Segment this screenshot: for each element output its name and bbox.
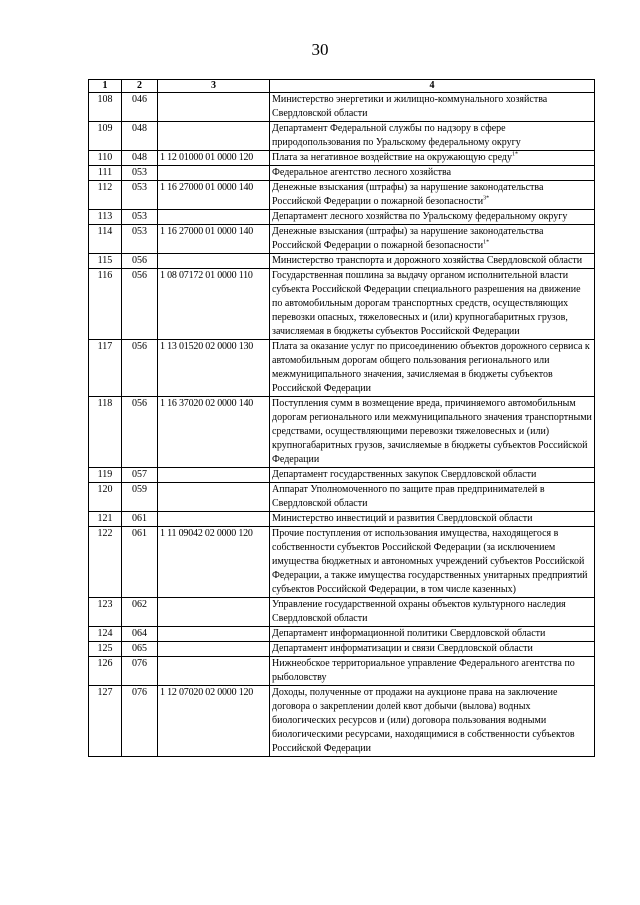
admin-code: 056 bbox=[122, 269, 158, 340]
revenue-name bbox=[270, 340, 595, 397]
admin-code: 056 bbox=[122, 254, 158, 269]
header-col-1: 1 bbox=[89, 80, 122, 93]
revenue-code bbox=[158, 642, 270, 657]
admin-code: 065 bbox=[122, 642, 158, 657]
revenue-name bbox=[270, 468, 595, 483]
revenue-name bbox=[270, 642, 595, 657]
revenue-name bbox=[270, 512, 595, 527]
revenue-name bbox=[270, 598, 595, 627]
row-number: 124 bbox=[89, 627, 122, 642]
admin-code: 048 bbox=[122, 122, 158, 151]
revenue-code bbox=[158, 483, 270, 512]
table-row bbox=[89, 598, 595, 627]
revenue-name-text: Поступления сумм в возмещение вреда, причиняемого автомобильным дорогам регионального или межмуниципального значения транспортными средствами, осуществляющими перевозки тяжеловесных и (или) крупногабаритных грузов, зачисляемые в бюджеты субъектов Российской Федерации bbox=[272, 398, 592, 465]
row-number: 123 bbox=[89, 598, 122, 627]
row-number: 115 bbox=[89, 254, 122, 269]
revenue-name-text: Аппарат Уполномоченного по защите прав предпринимателей в Свердловской области bbox=[272, 484, 545, 509]
table-header-row bbox=[89, 80, 595, 93]
page-number: 30 bbox=[311, 40, 329, 59]
revenue-name-text: Министерство транспорта и дорожного хозяйства Свердловской области bbox=[272, 255, 583, 266]
table-row bbox=[89, 512, 595, 527]
table-row bbox=[89, 627, 595, 642]
row-number: 120 bbox=[89, 483, 122, 512]
revenue-name bbox=[270, 269, 595, 340]
revenue-name-text: Департамент Федеральной службы по надзору в сфере природопользования по Уральскому федеральному округу bbox=[272, 123, 521, 148]
row-number: 111 bbox=[89, 166, 122, 181]
admin-code: 053 bbox=[122, 225, 158, 254]
row-number: 110 bbox=[89, 151, 122, 166]
table-row bbox=[89, 254, 595, 269]
row-number: 125 bbox=[89, 642, 122, 657]
revenue-name-text: Нижнеобское территориальное управление Федерального агентства по рыболовству bbox=[272, 658, 575, 683]
revenue-code: 1 16 27000 01 0000 140 bbox=[158, 181, 270, 210]
row-number: 117 bbox=[89, 340, 122, 397]
revenue-code: 1 08 07172 01 0000 110 bbox=[158, 269, 270, 340]
revenue-name bbox=[270, 122, 595, 151]
revenue-name-text: Департамент лесного хозяйства по Уральскому федеральному округу bbox=[272, 211, 568, 222]
table-row bbox=[89, 468, 595, 483]
revenue-name bbox=[270, 181, 595, 210]
row-number: 108 bbox=[89, 93, 122, 122]
revenue-name bbox=[270, 527, 595, 598]
revenue-code bbox=[158, 598, 270, 627]
revenue-code bbox=[158, 122, 270, 151]
row-number: 121 bbox=[89, 512, 122, 527]
header-col-2: 2 bbox=[122, 80, 158, 93]
row-number: 127 bbox=[89, 686, 122, 757]
revenue-name-text: Федеральное агентство лесного хозяйства bbox=[272, 167, 452, 178]
row-number: 109 bbox=[89, 122, 122, 151]
row-number: 119 bbox=[89, 468, 122, 483]
revenue-code bbox=[158, 166, 270, 181]
admin-code: 076 bbox=[122, 657, 158, 686]
admin-code: 076 bbox=[122, 686, 158, 757]
revenue-name-text: Плата за негативное воздействие на окружающую среду bbox=[272, 152, 512, 163]
revenue-name bbox=[270, 657, 595, 686]
row-number: 114 bbox=[89, 225, 122, 254]
table-row bbox=[89, 269, 595, 340]
admin-code: 057 bbox=[122, 468, 158, 483]
revenue-name bbox=[270, 210, 595, 225]
footnote-mark: 3* bbox=[483, 195, 490, 202]
admin-code: 053 bbox=[122, 210, 158, 225]
revenue-name-text: Департамент информационной политики Свердловской области bbox=[272, 628, 546, 639]
admin-code: 048 bbox=[122, 151, 158, 166]
row-number: 122 bbox=[89, 527, 122, 598]
revenue-code: 1 11 09042 02 0000 120 bbox=[158, 527, 270, 598]
admin-code: 059 bbox=[122, 483, 158, 512]
table-row bbox=[89, 642, 595, 657]
admin-code: 053 bbox=[122, 166, 158, 181]
row-number: 113 bbox=[89, 210, 122, 225]
revenue-name-text: Министерство энергетики и жилищно-коммунального хозяйства Свердловской области bbox=[272, 94, 548, 119]
revenue-code bbox=[158, 254, 270, 269]
admin-code: 061 bbox=[122, 527, 158, 598]
revenue-name-text: Прочие поступления от использования имущества, находящегося в собственности субъектов Российской Федерации (за исключением имущества бюджетных и автономных учреждений субъектов Российской Федерации, а также имущества государственных унитарных предприятий субъектов Российской Федерации, в том числе казенных) bbox=[272, 528, 588, 595]
revenue-name-text: Департамент информатизации и связи Свердловской области bbox=[272, 643, 533, 654]
revenue-name-text: Департамент государственных закупок Свердловской области bbox=[272, 469, 537, 480]
revenue-name-text: Доходы, полученные от продажи на аукционе права на заключение договора о закреплении долей квот добычи (вылова) водных биологических ресурсов и (или) договора пользования водными биологическими ресурсами, находящимися в собственности субъектов Российской Федерации bbox=[272, 687, 575, 754]
table-row bbox=[89, 122, 595, 151]
revenue-code: 1 12 07020 02 0000 120 bbox=[158, 686, 270, 757]
row-number: 126 bbox=[89, 657, 122, 686]
admin-code: 053 bbox=[122, 181, 158, 210]
revenue-code: 1 13 01520 02 0000 130 bbox=[158, 340, 270, 397]
revenue-administrators-table bbox=[88, 79, 595, 757]
table-row bbox=[89, 151, 595, 166]
revenue-code bbox=[158, 512, 270, 527]
admin-code: 064 bbox=[122, 627, 158, 642]
admin-code: 056 bbox=[122, 340, 158, 397]
table-row bbox=[89, 181, 595, 210]
table-row bbox=[89, 166, 595, 181]
revenue-code bbox=[158, 93, 270, 122]
revenue-code: 1 16 37020 02 0000 140 bbox=[158, 397, 270, 468]
row-number: 116 bbox=[89, 269, 122, 340]
revenue-code bbox=[158, 210, 270, 225]
revenue-name-text: Плата за оказание услуг по присоединению объектов дорожного сервиса к автомобильным дорогам общего пользования регионального или межмуниципального значения, зачисляемая в бюджеты субъектов Российской Федерации bbox=[272, 341, 590, 394]
table-row bbox=[89, 210, 595, 225]
admin-code: 046 bbox=[122, 93, 158, 122]
table-row bbox=[89, 657, 595, 686]
revenue-name-text: Управление государственной охраны объектов культурного наследия Свердловской области bbox=[272, 599, 566, 624]
revenue-code bbox=[158, 468, 270, 483]
table-row bbox=[89, 225, 595, 254]
revenue-name-text: Министерство инвестиций и развития Свердловской области bbox=[272, 513, 533, 524]
revenue-name bbox=[270, 627, 595, 642]
revenue-name-text: Государственная пошлина за выдачу органом исполнительной власти субъекта Российской Федерации специального разрешения на движение по автомобильным дорогам транспортных средств, осуществляющих перевозки опасных, тяжеловесных и (или) крупногабаритных грузов, зачисляемая в бюджеты субъектов Российской Федерации bbox=[272, 270, 581, 337]
table-row bbox=[89, 527, 595, 598]
table-row bbox=[89, 483, 595, 512]
revenue-name bbox=[270, 483, 595, 512]
revenue-name bbox=[270, 254, 595, 269]
revenue-code bbox=[158, 627, 270, 642]
row-number: 118 bbox=[89, 397, 122, 468]
table-row bbox=[89, 340, 595, 397]
table-row bbox=[89, 93, 595, 122]
footnote-mark: 1* bbox=[483, 239, 490, 246]
revenue-name bbox=[270, 93, 595, 122]
revenue-name bbox=[270, 686, 595, 757]
revenue-code: 1 16 27000 01 0000 140 bbox=[158, 225, 270, 254]
admin-code: 062 bbox=[122, 598, 158, 627]
revenue-name bbox=[270, 151, 595, 166]
footnote-mark: 1* bbox=[511, 151, 518, 158]
revenue-name bbox=[270, 166, 595, 181]
revenue-code: 1 12 01000 01 0000 120 bbox=[158, 151, 270, 166]
header-col-4: 4 bbox=[270, 80, 595, 93]
revenue-name bbox=[270, 397, 595, 468]
admin-code: 061 bbox=[122, 512, 158, 527]
header-col-3: 3 bbox=[158, 80, 270, 93]
revenue-code bbox=[158, 657, 270, 686]
revenue-name-text: Денежные взыскания (штрафы) за нарушение законодательства Российской Федерации о пожарной безопасности bbox=[272, 182, 544, 207]
table-row bbox=[89, 686, 595, 757]
revenue-name bbox=[270, 225, 595, 254]
table-row bbox=[89, 397, 595, 468]
revenue-name-text: Денежные взыскания (штрафы) за нарушение законодательства Российской Федерации о пожарной безопасности bbox=[272, 226, 544, 251]
row-number: 112 bbox=[89, 181, 122, 210]
admin-code: 056 bbox=[122, 397, 158, 468]
